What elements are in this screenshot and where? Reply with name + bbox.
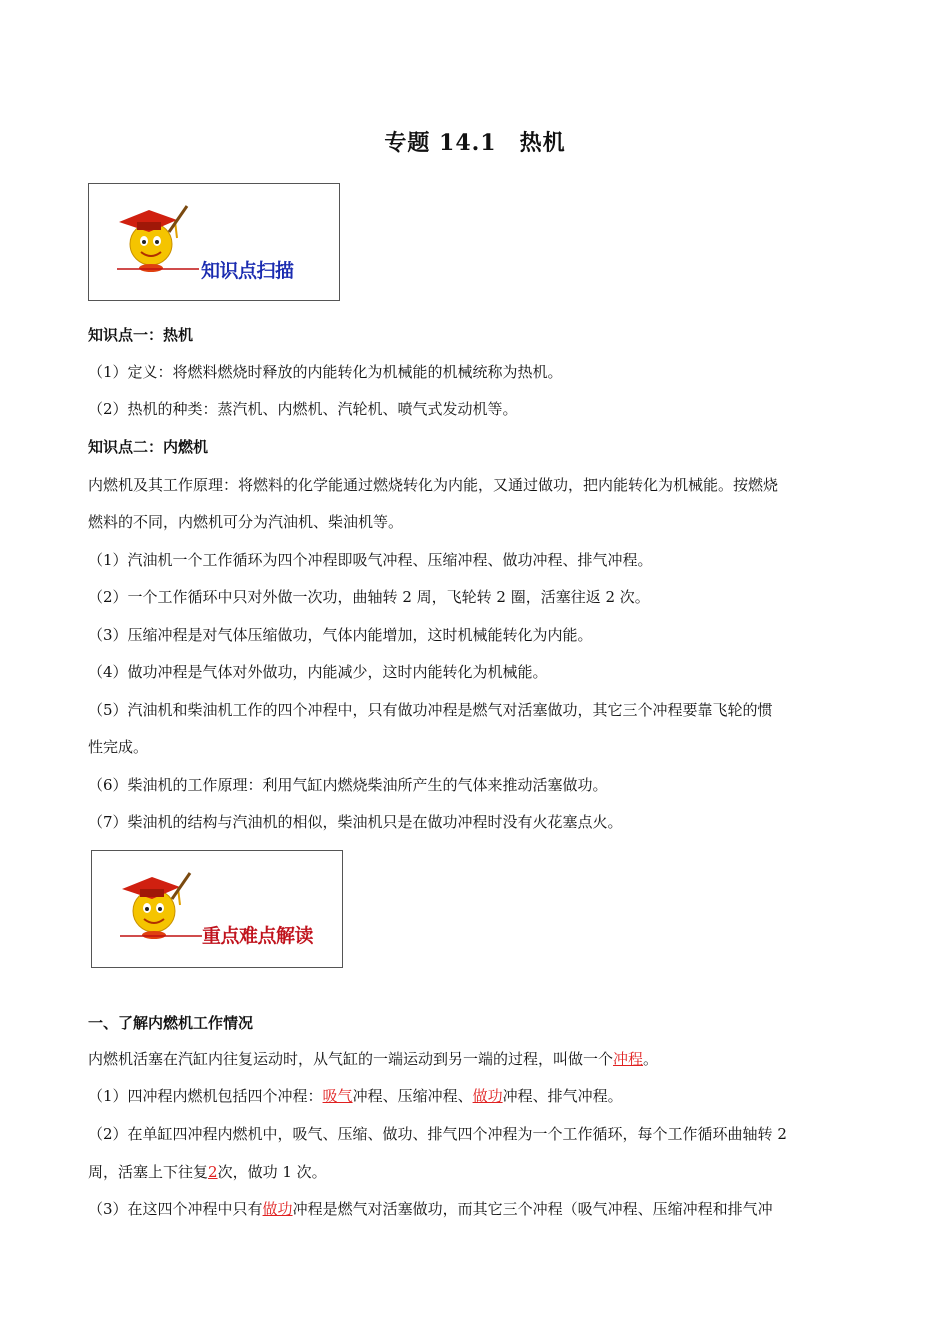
section3-heading: 一、了解内燃机工作情况 xyxy=(88,1014,254,1032)
text-run: 。 xyxy=(643,1050,659,1068)
text-run: （3）在这四个冲程中只有 xyxy=(88,1200,263,1218)
answer-highlight: 冲程 xyxy=(613,1050,644,1068)
section3-paragraph: （2）在单缸四冲程内燃机中，吸气、压缩、做功、排气四个冲程为一个工作循环，每个工作循环曲轴转 2 xyxy=(88,1125,787,1143)
answer-highlight: 吸气 xyxy=(322,1087,353,1105)
section2-intro: 内燃机及其工作原理：将燃料的化学能通过燃烧转化为内能，又通过做功，把内能转化为机械能。按燃烧 xyxy=(88,476,779,494)
section2-item: （1）汽油机一个工作循环为四个冲程即吸气冲程、压缩冲程、做功冲程、排气冲程。 xyxy=(88,551,653,569)
section3-paragraph xyxy=(88,1049,868,1069)
answer-highlight: 做功 xyxy=(262,1200,293,1218)
section2-heading: 知识点二：内燃机 xyxy=(88,438,209,456)
page-title: 专题 14.1 热机 xyxy=(384,130,566,156)
banner-knowledge-scan xyxy=(88,183,340,301)
section1-item: （2）热机的种类：蒸汽机、内燃机、汽轮机、喷气式发动机等。 xyxy=(88,400,518,418)
mascot-graduate-icon xyxy=(92,851,344,969)
banner-key-points xyxy=(91,850,343,968)
section1-heading: 知识点一：热机 xyxy=(88,326,194,344)
section2-item: （2）一个工作循环中只对外做一次功，曲轴转 2 周，飞轮转 2 圈，活塞往返 2 次。 xyxy=(88,588,650,606)
section3-paragraph xyxy=(88,1162,868,1182)
section2-item: （6）柴油机的工作原理：利用气缸内燃烧柴油所产生的气体来推动活塞做功。 xyxy=(88,776,608,794)
answer-highlight: 2 xyxy=(208,1163,218,1181)
text-run: 冲程、排气冲程。 xyxy=(502,1087,623,1105)
text-run: 冲程是燃气对活塞做功，而其它三个冲程（吸气冲程、压缩冲程和排气冲 xyxy=(292,1200,773,1218)
text-run: 内燃机活塞在汽缸内往复运动时，从气缸的一端运动到另一端的过程，叫做一个 xyxy=(88,1050,614,1068)
banner-key-points-label: 重点难点解读 xyxy=(202,925,314,947)
text-run: 次，做功 1 次。 xyxy=(217,1163,327,1181)
mascot-graduate-icon xyxy=(89,184,341,302)
section3-paragraph xyxy=(88,1199,868,1219)
section2-intro: 燃料的不同，内燃机可分为汽油机、柴油机等。 xyxy=(88,513,404,531)
section2-item: （4）做功冲程是气体对外做功，内能减少，这时内能转化为机械能。 xyxy=(88,663,548,681)
text-run: 冲程、压缩冲程、 xyxy=(352,1087,473,1105)
banner-knowledge-scan-label: 知识点扫描 xyxy=(201,260,294,282)
section2-item: 性完成。 xyxy=(88,738,149,756)
section1-item: （1）定义：将燃料燃烧时释放的内能转化为机械能的机械统称为热机。 xyxy=(88,363,563,381)
answer-highlight: 做功 xyxy=(472,1087,503,1105)
section3-paragraph xyxy=(88,1086,868,1106)
text-run: 周，活塞上下往复 xyxy=(88,1163,209,1181)
section2-item: （5）汽油机和柴油机工作的四个冲程中，只有做功冲程是燃气对活塞做功，其它三个冲程要靠飞轮的惯 xyxy=(88,701,773,719)
section2-item: （3）压缩冲程是对气体压缩做功，气体内能增加，这时机械能转化为内能。 xyxy=(88,626,593,644)
section2-item: （7）柴油机的结构与汽油机的相似，柴油机只是在做功冲程时没有火花塞点火。 xyxy=(88,813,623,831)
text-run: （1）四冲程内燃机包括四个冲程： xyxy=(88,1087,323,1105)
